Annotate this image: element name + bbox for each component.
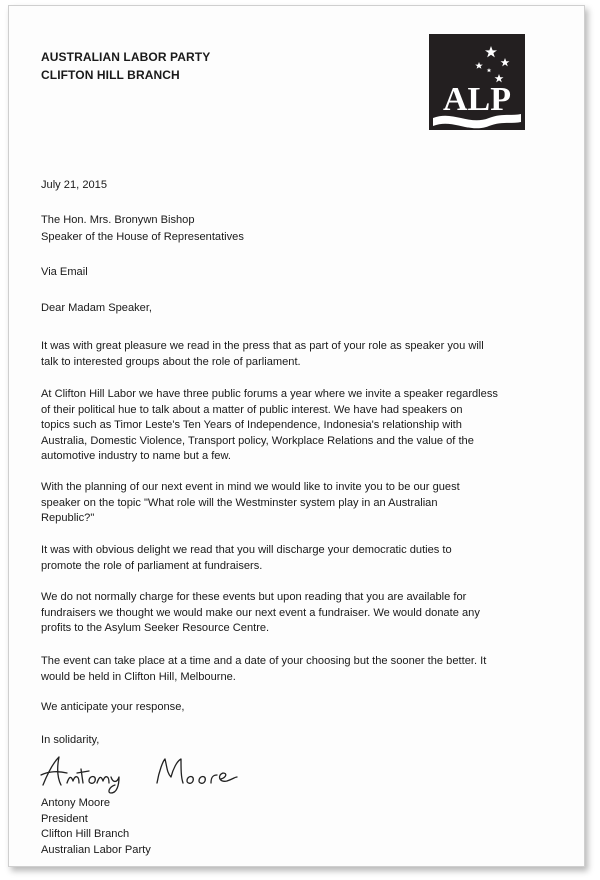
signatory-name: Antony Moore [41,797,111,809]
paragraph-line: It was with obvious delight we read that you will discharge your democratic duties to [41,544,452,556]
letter-page [8,5,585,867]
paragraph-line: profits to the Asylum Seeker Resource Centre. [41,622,270,634]
paragraph-line: At Clifton Hill Labor we have three public forums a year where we invite a speaker regardless [41,388,498,400]
closing-line: We anticipate your response, [41,701,185,713]
letter-date: July 21, 2015 [41,179,107,191]
paragraph-line: would be held in Clifton Hill, Melbourne. [41,670,236,683]
sender-branch-name: CLIFTON HILL BRANCH [41,68,180,82]
signatory-party: Australian Labor Party [41,843,151,856]
paragraph-5 [41,590,561,637]
paragraph-line: topics such as Timor Leste's Ten Years of Independence, Indonesia's relationship with [41,419,462,431]
sender-heading [41,48,210,84]
handwritten-signature [37,751,277,795]
paragraph-line: of their political hue to talk about a matter of public interest. We have had speakers on [41,403,463,416]
logo-text: ALP [443,81,511,118]
paragraph-line: We do not normally charge for these events but upon reading that you are available for [41,591,467,603]
signatory-role: President [41,812,88,825]
delivery-method: Via Email [41,266,88,278]
paragraph-line: promote the role of parliament at fundraisers. [41,559,263,572]
sender-party-name: AUSTRALIAN LABOR PARTY [41,50,211,64]
signatory-block [41,796,151,858]
paragraph-line: fundraisers we thought we would make our next event a fundraiser. We would donate any [41,606,480,619]
paragraph-6 [41,654,561,685]
paragraph-line: automotive industry to name but a few. [41,450,231,462]
paragraph-line: The event can take place at a time and a date of your choosing but the sooner the better. It [41,655,487,667]
recipient-address [41,212,244,246]
paragraph-2 [41,387,561,465]
signatory-branch: Clifton Hill Branch [41,828,130,840]
salutation: Dear Madam Speaker, [41,302,152,314]
sign-off: In solidarity, [41,734,100,746]
paragraph-line: Republic?" [41,512,95,524]
paragraph-line: speaker on the topic "What role will the Westminster system play in an Australian [41,496,438,509]
paragraph-3 [41,480,561,527]
paragraph-line: It was with great pleasure we read in the press that as part of your role as speaker you will [41,340,484,352]
paragraph-line: Australia, Domestic Violence, Transport policy, Workplace Relations and the value of the [41,434,474,447]
recipient-name: The Hon. Mrs. Bronywn Bishop [41,214,195,226]
paragraph-line: talk to interested groups about the role of parliament. [41,355,301,368]
paragraph-4 [41,543,561,574]
alp-logo-icon [429,34,525,130]
recipient-title: Speaker of the House of Representatives [41,231,244,243]
paragraph-line: With the planning of our next event in mind we would like to invite you to be our guest [41,481,460,493]
paragraph-1 [41,339,561,370]
